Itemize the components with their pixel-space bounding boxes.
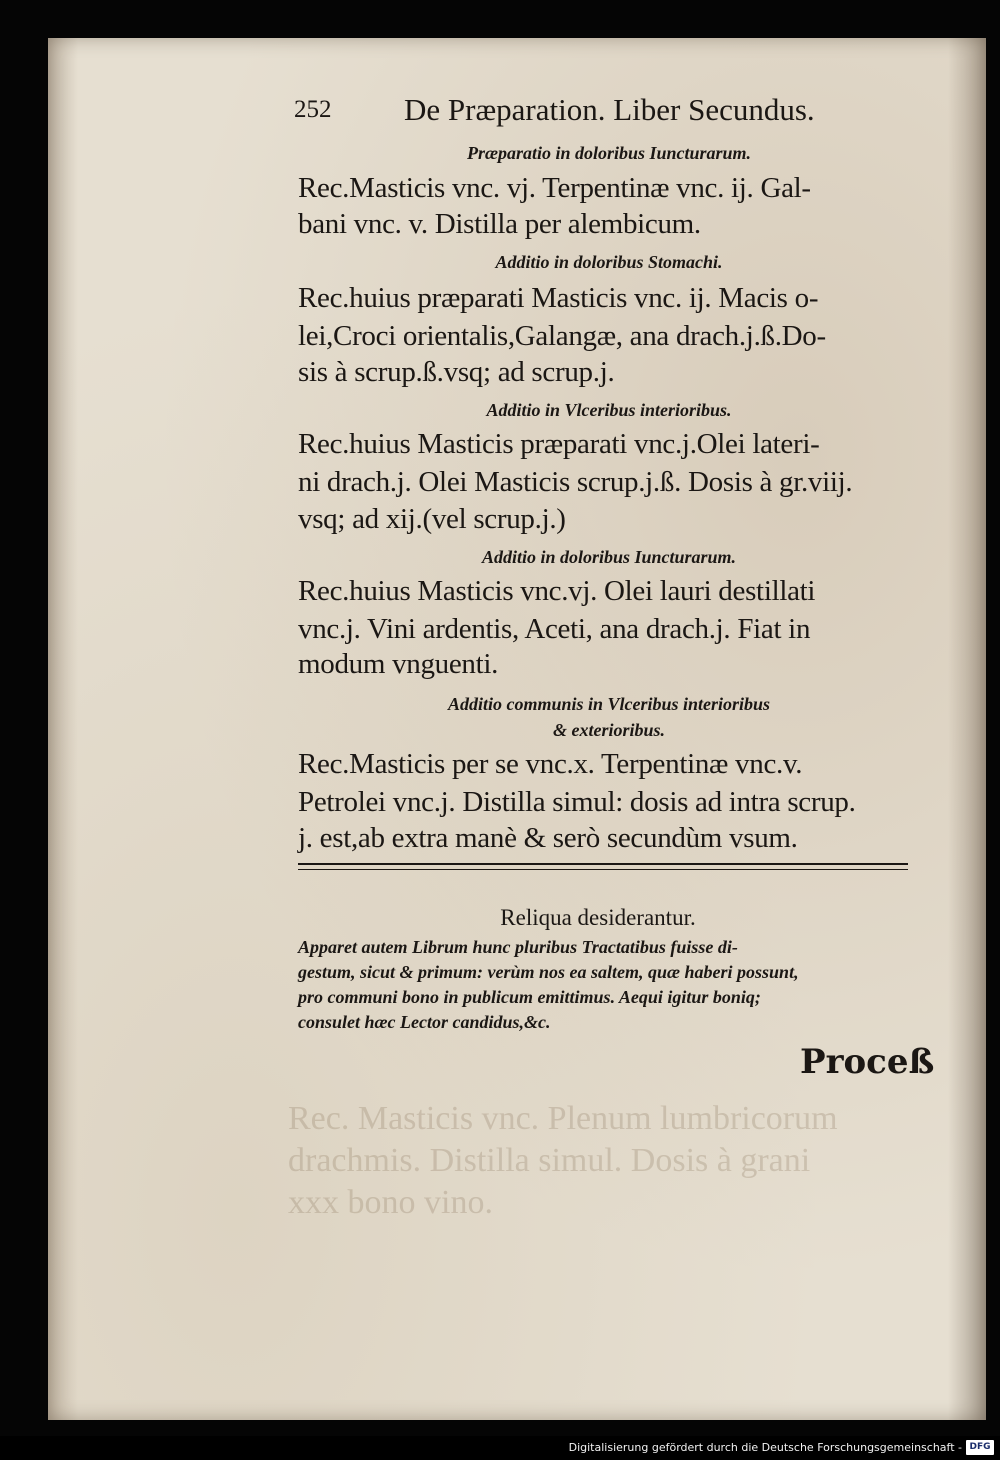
page-number: 252 [294, 96, 332, 123]
text-line: bani vnc. v. Distilla per alembicum. [298, 208, 701, 240]
closing-line: gestum, sicut & primum: verùm nos ea saltem, quæ haberi possunt, [298, 962, 799, 982]
text-line: vsq; ad xij.(vel scrup.j.) [298, 503, 566, 535]
text-line: Petrolei vnc.j. Distilla simul: dosis ad intra scrup. [298, 786, 856, 818]
text-line: j. est,ab extra manè & serò secundùm vsum. [298, 822, 798, 854]
text-line: ni drach.j. Olei Masticis scrup.j.ß. Dosis à gr.viij. [298, 466, 853, 498]
bleed-through-text: Rec. Masticis vnc. Plenum lumbricorum [288, 1100, 838, 1137]
text-line: lei,Croci orientalis,Galangæ, ana drach.j.ß.Do- [298, 320, 826, 352]
divider-rule [298, 863, 908, 865]
text-line: vnc.j. Vini ardentis, Aceti, ana drach.j. Fiat in [298, 613, 811, 645]
text-line: Rec.Masticis vnc. vj. Terpentinæ vnc. ij. Gal- [298, 172, 811, 204]
section-heading: Additio in doloribus Stomachi. [495, 252, 723, 272]
bleed-through-text: xxx bono vino. [288, 1184, 493, 1221]
section-heading: Additio in doloribus Iuncturarum. [481, 547, 737, 567]
closing-title: Reliqua desiderantur. [500, 905, 696, 930]
footer-bar [0, 1436, 1000, 1460]
text-line: Rec.Masticis per se vnc.x. Terpentinæ vnc.v. [298, 748, 803, 780]
section-heading-continued: & exterioribus. [552, 720, 665, 740]
text-line: Rec.huius præparati Masticis vnc. ij. Macis o- [298, 282, 819, 314]
section-heading: Additio communis in Vlceribus interioribus [447, 694, 771, 714]
text-line: Rec.huius Masticis vnc.vj. Olei lauri destillati [298, 575, 816, 607]
closing-line: pro communi bono in publicum emittimus. Aequi igitur boniq; [298, 987, 761, 1007]
running-title: De Præparation. Liber Secundus. [404, 92, 815, 127]
dfg-logo-icon: DFG [966, 1440, 994, 1455]
text-line: Rec.huius Masticis præparati vnc.j.Olei lateri- [298, 428, 820, 460]
catchword: Proceß [800, 1042, 935, 1082]
text-line: modum vnguenti. [298, 648, 499, 680]
section-heading: Præparatio in doloribus Iuncturarum. [466, 143, 752, 163]
bleed-through-text: drachmis. Distilla simul. Dosis à grani [288, 1142, 811, 1179]
divider-rule [298, 869, 908, 870]
section-heading: Additio in Vlceribus interioribus. [486, 400, 732, 420]
text-line: sis à scrup.ß.vsq; ad scrup.j. [298, 356, 615, 388]
closing-line: Apparet autem Librum hunc pluribus Tractatibus fuisse di- [298, 937, 738, 957]
dfg-credit: Digitalisierung gefördert durch die Deutsche Forschungsgemeinschaft - [568, 1441, 962, 1454]
page-header [294, 92, 854, 138]
closing-line: consulet hæc Lector candidus,&c. [298, 1012, 551, 1032]
